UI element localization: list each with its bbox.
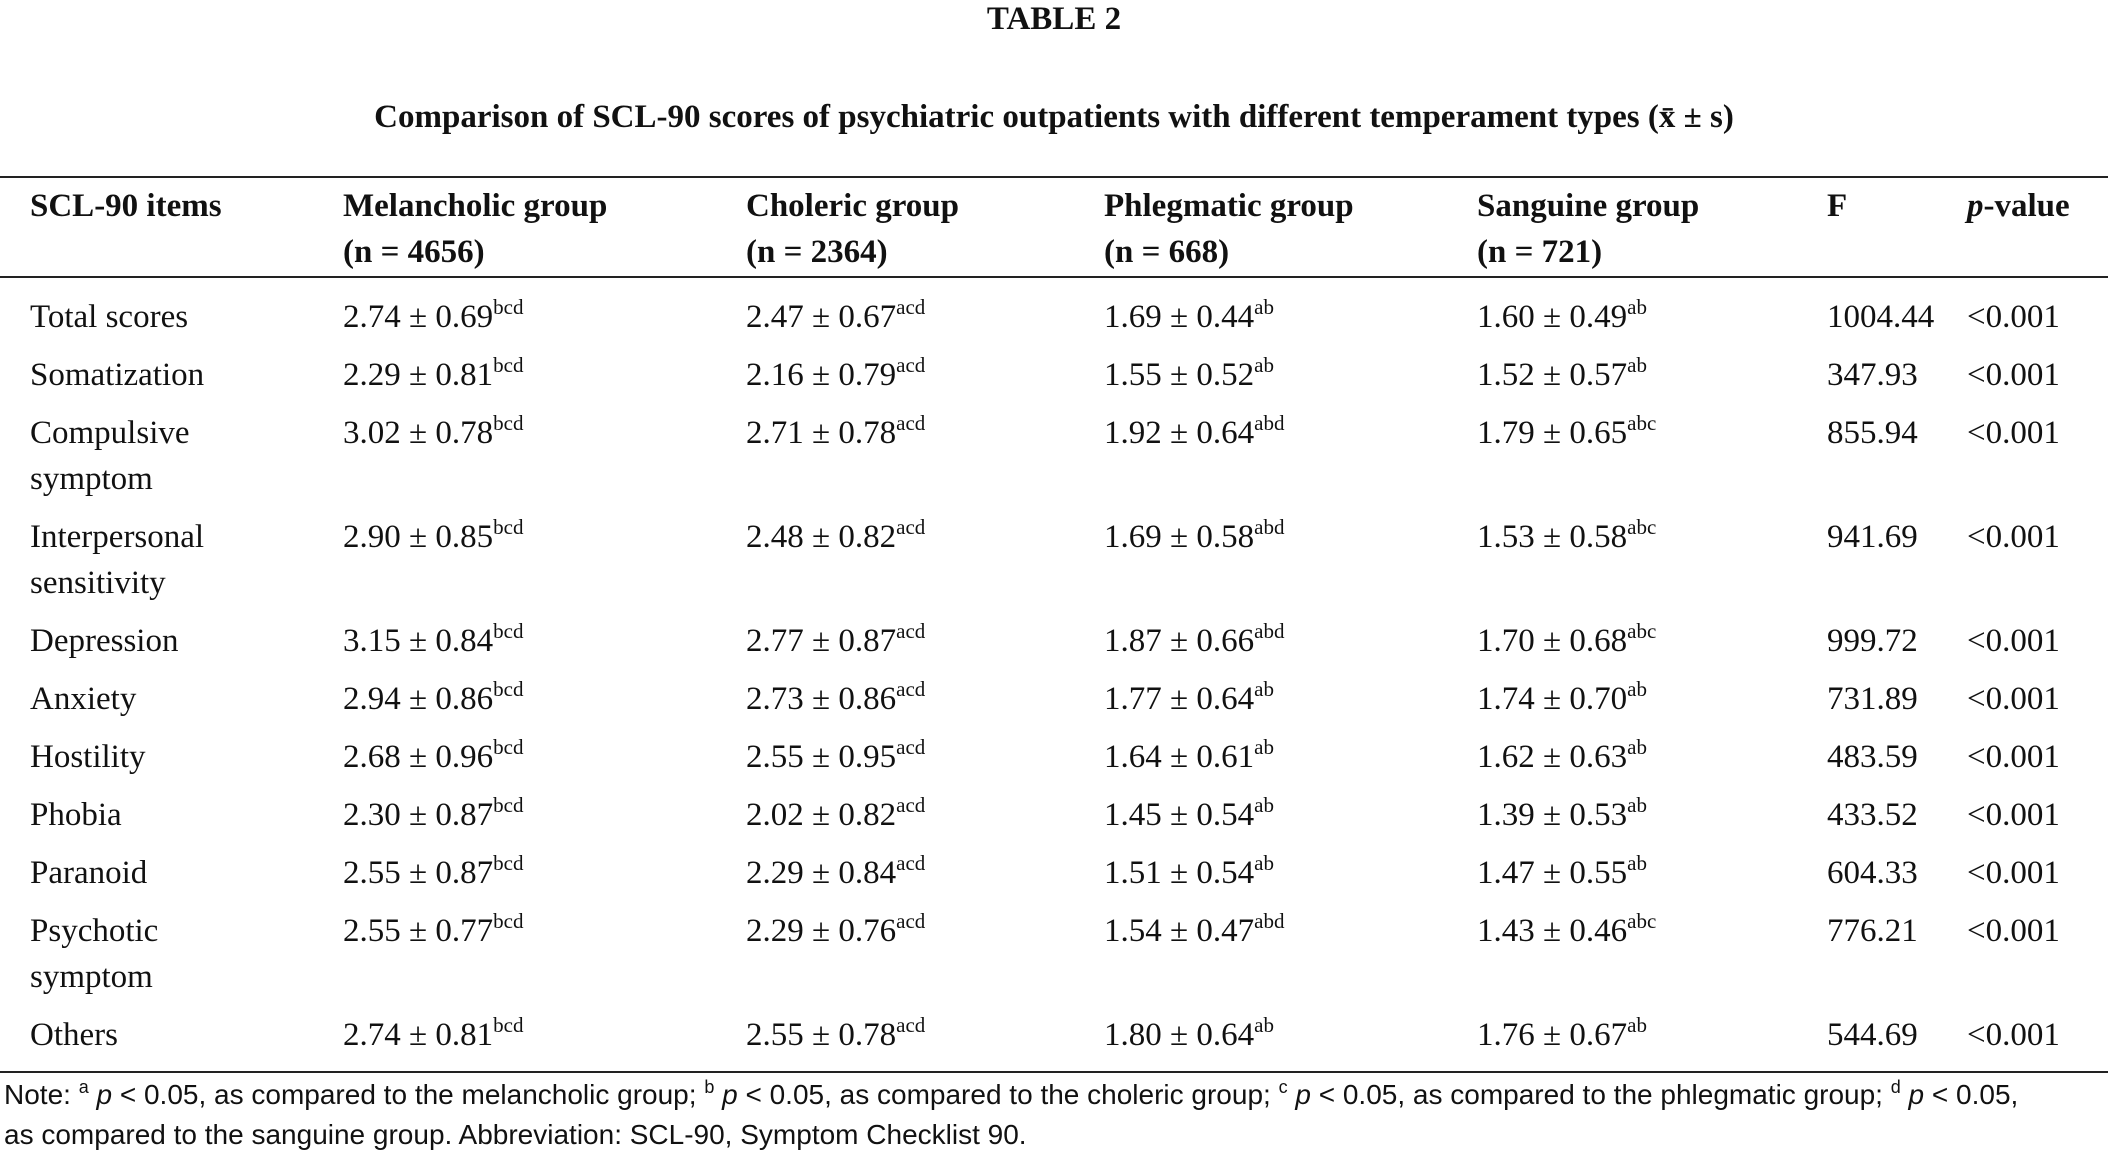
cell-mean-sd: 1.64 ± 0.61 (1104, 739, 1255, 775)
cell-significance-superscript: ab (1254, 735, 1274, 759)
row-item-label (30, 294, 188, 340)
cell-p-value: <0.001 (1967, 855, 2060, 891)
cell-mean-sd: 2.55 ± 0.87 (343, 855, 494, 891)
cell-phlegmatic-value (1104, 734, 1274, 780)
cell-sanguine-value (1477, 1012, 1647, 1058)
cell-significance-superscript: acd (896, 851, 926, 875)
header-choleric-n: (n = 2364) (746, 234, 888, 270)
cell-melancholic-value (343, 352, 523, 398)
cell-mean-sd: 1.77 ± 0.64 (1104, 681, 1255, 717)
header-phlegmatic-n: (n = 668) (1104, 234, 1230, 270)
row-item-label (30, 734, 146, 780)
cell-f-value: 855.94 (1827, 415, 1918, 451)
cell-choleric-value (746, 676, 925, 722)
cell-p-value: <0.001 (1967, 739, 2060, 775)
header-melancholic-name: Melancholic group (343, 188, 608, 224)
cell-mean-sd: 2.29 ± 0.81 (343, 357, 494, 393)
note-superscript: d (1890, 1077, 1901, 1097)
cell-mean-sd: 1.54 ± 0.47 (1104, 913, 1255, 949)
cell-significance-superscript: abd (1254, 909, 1285, 933)
cell-mean-sd: 1.80 ± 0.64 (1104, 1017, 1255, 1053)
cell-mean-sd: 1.55 ± 0.52 (1104, 357, 1255, 393)
row-item-label-line: Hostility (30, 739, 146, 775)
cell-f-value: 999.72 (1827, 623, 1918, 659)
cell-significance-superscript: acd (896, 735, 926, 759)
cell-melancholic-value (343, 514, 523, 560)
cell-mean-sd: 1.45 ± 0.54 (1104, 797, 1255, 833)
cell-mean-sd: 1.87 ± 0.66 (1104, 623, 1255, 659)
row-item-label-line: symptom (30, 461, 153, 497)
cell-f-value: 433.52 (1827, 797, 1918, 833)
cell-p-value: <0.001 (1967, 519, 2060, 555)
cell-significance-superscript: bcd (493, 793, 524, 817)
cell-choleric-value (746, 908, 925, 954)
note-line-2: as compared to the sanguine group. Abbreviation: SCL-90, Symptom Checklist 90. (4, 1119, 1027, 1150)
cell-mean-sd: 1.39 ± 0.53 (1477, 797, 1628, 833)
cell-sanguine-value (1477, 352, 1647, 398)
cell-significance-superscript: bcd (493, 411, 524, 435)
cell-significance-superscript: bcd (493, 677, 524, 701)
cell-mean-sd: 1.76 ± 0.67 (1477, 1017, 1628, 1053)
row-item-label (30, 676, 136, 722)
cell-significance-superscript: acd (896, 619, 926, 643)
row-item-label-line: Depression (30, 623, 179, 659)
cell-significance-superscript: bcd (493, 735, 524, 759)
cell-significance-superscript: ab (1627, 793, 1647, 817)
cell-significance-superscript: ab (1627, 353, 1647, 377)
cell-f-value: 544.69 (1827, 1017, 1918, 1053)
cell-choleric-value (746, 352, 925, 398)
cell-phlegmatic-value (1104, 410, 1284, 456)
cell-choleric-value (746, 792, 925, 838)
note-text: < 0.05, (1924, 1079, 2019, 1110)
header-p-rest: -value (1983, 188, 2070, 224)
cell-significance-superscript: bcd (493, 909, 524, 933)
header-sanguine-name: Sanguine group (1477, 188, 1700, 224)
cell-mean-sd: 2.47 ± 0.67 (746, 299, 897, 335)
cell-melancholic-value (343, 410, 523, 456)
row-item-label (30, 410, 190, 502)
cell-mean-sd: 2.74 ± 0.81 (343, 1017, 494, 1053)
row-item-label (30, 908, 158, 1000)
row-item-label-line: sensitivity (30, 565, 166, 601)
cell-phlegmatic-value (1104, 294, 1274, 340)
cell-mean-sd: 2.90 ± 0.85 (343, 519, 494, 555)
cell-melancholic-value (343, 734, 523, 780)
cell-sanguine-value (1477, 908, 1656, 954)
header-sanguine-n: (n = 721) (1477, 234, 1603, 270)
cell-p-value: <0.001 (1967, 913, 2060, 949)
cell-mean-sd: 2.48 ± 0.82 (746, 519, 897, 555)
table-bottom-rule (0, 1071, 2108, 1073)
row-item-label-line: Psychotic (30, 913, 159, 949)
cell-mean-sd: 1.53 ± 0.58 (1477, 519, 1628, 555)
cell-mean-sd: 1.92 ± 0.64 (1104, 415, 1255, 451)
cell-sanguine-value (1477, 514, 1656, 560)
cell-sanguine-value (1477, 410, 1656, 456)
cell-significance-superscript: abc (1627, 619, 1657, 643)
cell-mean-sd: 2.16 ± 0.79 (746, 357, 897, 393)
cell-significance-superscript: ab (1254, 851, 1274, 875)
cell-choleric-value (746, 410, 925, 456)
cell-significance-superscript: acd (896, 909, 926, 933)
row-item-label-line: Somatization (30, 357, 205, 393)
cell-sanguine-value (1477, 676, 1647, 722)
cell-mean-sd: 1.51 ± 0.54 (1104, 855, 1255, 891)
cell-p-value: <0.001 (1967, 415, 2060, 451)
cell-significance-superscript: abd (1254, 515, 1285, 539)
cell-mean-sd: 1.79 ± 0.65 (1477, 415, 1628, 451)
note-superscript: c (1278, 1077, 1288, 1097)
table-header-rule (0, 276, 2108, 278)
cell-significance-superscript: bcd (493, 515, 524, 539)
cell-phlegmatic-value (1104, 792, 1274, 838)
note-p-italic: p (1295, 1079, 1311, 1110)
cell-significance-superscript: ab (1254, 793, 1274, 817)
row-item-label-line: Anxiety (30, 681, 137, 717)
cell-mean-sd: 2.29 ± 0.76 (746, 913, 897, 949)
row-item-label-line: Compulsive (30, 415, 190, 451)
cell-mean-sd: 2.55 ± 0.77 (343, 913, 494, 949)
row-item-label-line: Total scores (30, 299, 189, 335)
cell-f-value: 483.59 (1827, 739, 1918, 775)
note-text: < 0.05, as compared to the phlegmatic group; (1310, 1079, 1891, 1110)
cell-mean-sd: 1.70 ± 0.68 (1477, 623, 1628, 659)
header-choleric-name: Choleric group (746, 188, 959, 224)
row-item-label-line: Phobia (30, 797, 122, 833)
cell-sanguine-value (1477, 792, 1647, 838)
cell-sanguine-value (1477, 294, 1647, 340)
note-p-italic: p (1908, 1079, 1925, 1110)
cell-phlegmatic-value (1104, 850, 1274, 896)
header-phlegmatic-name: Phlegmatic group (1104, 188, 1354, 224)
header-scl90-items: SCL-90 items (30, 188, 222, 224)
cell-choleric-value (746, 514, 925, 560)
cell-f-value: 941.69 (1827, 519, 1918, 555)
cell-mean-sd: 1.43 ± 0.46 (1477, 913, 1628, 949)
cell-significance-superscript: acd (896, 295, 926, 319)
row-item-label (30, 618, 178, 664)
cell-significance-superscript: abc (1627, 909, 1657, 933)
cell-melancholic-value (343, 792, 523, 838)
cell-mean-sd: 1.47 ± 0.55 (1477, 855, 1628, 891)
header-phlegmatic-group (1104, 183, 1354, 275)
cell-mean-sd: 2.30 ± 0.87 (343, 797, 494, 833)
cell-p-value: <0.001 (1967, 797, 2060, 833)
table-caption: Comparison of SCL-90 scores of psychiatric outpatients with different temperament types (x̄ ± s) (374, 99, 1734, 135)
cell-melancholic-value (343, 676, 523, 722)
cell-f-value: 776.21 (1827, 913, 1918, 949)
cell-significance-superscript: acd (896, 353, 926, 377)
cell-significance-superscript: ab (1254, 353, 1274, 377)
note-text: < 0.05, as compared to the melancholic group; (112, 1079, 705, 1110)
table-note (4, 1075, 2104, 1155)
cell-choleric-value (746, 618, 925, 664)
cell-mean-sd: 2.55 ± 0.95 (746, 739, 897, 775)
cell-mean-sd: 1.74 ± 0.70 (1477, 681, 1628, 717)
cell-mean-sd: 2.71 ± 0.78 (746, 415, 897, 451)
cell-significance-superscript: ab (1254, 1013, 1274, 1037)
cell-significance-superscript: ab (1627, 851, 1647, 875)
header-melancholic-group (343, 183, 607, 275)
cell-mean-sd: 2.74 ± 0.69 (343, 299, 494, 335)
cell-significance-superscript: acd (896, 411, 926, 435)
row-item-label-line: symptom (30, 959, 153, 995)
cell-significance-superscript: ab (1627, 295, 1647, 319)
cell-mean-sd: 2.55 ± 0.78 (746, 1017, 897, 1053)
cell-sanguine-value (1477, 850, 1647, 896)
cell-significance-superscript: bcd (493, 851, 524, 875)
cell-significance-superscript: bcd (493, 1013, 524, 1037)
cell-significance-superscript: abd (1254, 411, 1285, 435)
cell-mean-sd: 2.02 ± 0.82 (746, 797, 897, 833)
cell-significance-superscript: ab (1254, 295, 1274, 319)
header-sanguine-group (1477, 183, 1699, 275)
cell-melancholic-value (343, 618, 523, 664)
cell-significance-superscript: acd (896, 1013, 926, 1037)
row-item-label-line: Others (30, 1017, 118, 1053)
note-p-italic: p (722, 1079, 738, 1110)
cell-choleric-value (746, 1012, 925, 1058)
cell-significance-superscript: abc (1627, 411, 1657, 435)
cell-f-value: 731.89 (1827, 681, 1918, 717)
cell-choleric-value (746, 294, 925, 340)
cell-significance-superscript: abc (1627, 515, 1657, 539)
cell-phlegmatic-value (1104, 514, 1284, 560)
cell-p-value: <0.001 (1967, 357, 2060, 393)
cell-p-value: <0.001 (1967, 1017, 2060, 1053)
cell-phlegmatic-value (1104, 352, 1274, 398)
cell-p-value: <0.001 (1967, 299, 2060, 335)
row-item-label (30, 1012, 118, 1058)
note-text: < 0.05, as compared to the choleric group; (737, 1079, 1279, 1110)
cell-mean-sd: 2.94 ± 0.86 (343, 681, 494, 717)
cell-choleric-value (746, 734, 925, 780)
cell-significance-superscript: acd (896, 677, 926, 701)
cell-f-value: 1004.44 (1827, 299, 1935, 335)
cell-phlegmatic-value (1104, 908, 1284, 954)
header-melancholic-n: (n = 4656) (343, 234, 485, 270)
row-item-label (30, 850, 147, 896)
cell-phlegmatic-value (1104, 1012, 1274, 1058)
cell-phlegmatic-value (1104, 618, 1284, 664)
row-item-label (30, 352, 204, 398)
cell-f-value: 347.93 (1827, 357, 1918, 393)
cell-mean-sd: 2.29 ± 0.84 (746, 855, 897, 891)
cell-melancholic-value (343, 850, 523, 896)
cell-mean-sd: 2.73 ± 0.86 (746, 681, 897, 717)
cell-mean-sd: 2.68 ± 0.96 (343, 739, 494, 775)
cell-p-value: <0.001 (1967, 623, 2060, 659)
cell-significance-superscript: bcd (493, 619, 524, 643)
cell-significance-superscript: bcd (493, 295, 524, 319)
cell-sanguine-value (1477, 618, 1656, 664)
cell-significance-superscript: abd (1254, 619, 1285, 643)
cell-mean-sd: 2.77 ± 0.87 (746, 623, 897, 659)
cell-mean-sd: 1.52 ± 0.57 (1477, 357, 1628, 393)
row-item-label-line: Interpersonal (30, 519, 205, 555)
header-choleric-group (746, 183, 959, 275)
cell-mean-sd: 3.15 ± 0.84 (343, 623, 494, 659)
header-p-italic: p (1967, 188, 1984, 224)
cell-choleric-value (746, 850, 925, 896)
cell-significance-superscript: ab (1627, 1013, 1647, 1037)
header-f: F (1827, 188, 1848, 224)
row-item-label (30, 792, 122, 838)
cell-melancholic-value (343, 294, 523, 340)
cell-f-value: 604.33 (1827, 855, 1918, 891)
cell-sanguine-value (1477, 734, 1647, 780)
cell-mean-sd: 1.69 ± 0.58 (1104, 519, 1255, 555)
cell-p-value: <0.001 (1967, 681, 2060, 717)
cell-significance-superscript: bcd (493, 353, 524, 377)
note-line-1: Note: $^a$ p < 0.05, as compared to the melancholic group; $^b$ p < 0.05, as compared to the choleric group; $^c$ p < 0.05, as compared to the phlegmatic group; $^d$ p < 0.05, (4, 1077, 2019, 1110)
cell-significance-superscript: acd (896, 515, 926, 539)
cell-melancholic-value (343, 1012, 523, 1058)
cell-mean-sd: 1.62 ± 0.63 (1477, 739, 1628, 775)
cell-significance-superscript: ab (1627, 735, 1647, 759)
table-label: TABLE 2 (986, 1, 1122, 37)
note-superscript: a (78, 1077, 89, 1097)
header-p-value (1967, 183, 2070, 229)
note-p-italic: p (96, 1079, 113, 1110)
row-item-label (30, 514, 204, 606)
cell-significance-superscript: acd (896, 793, 926, 817)
row-item-label-line: Paranoid (30, 855, 148, 891)
cell-melancholic-value (343, 908, 523, 954)
cell-significance-superscript: ab (1627, 677, 1647, 701)
note-superscript: b (704, 1077, 715, 1097)
cell-phlegmatic-value (1104, 676, 1274, 722)
cell-mean-sd: 3.02 ± 0.78 (343, 415, 494, 451)
cell-significance-superscript: ab (1254, 677, 1274, 701)
cell-mean-sd: 1.60 ± 0.49 (1477, 299, 1628, 335)
table-top-rule (0, 176, 2108, 178)
cell-mean-sd: 1.69 ± 0.44 (1104, 299, 1255, 335)
